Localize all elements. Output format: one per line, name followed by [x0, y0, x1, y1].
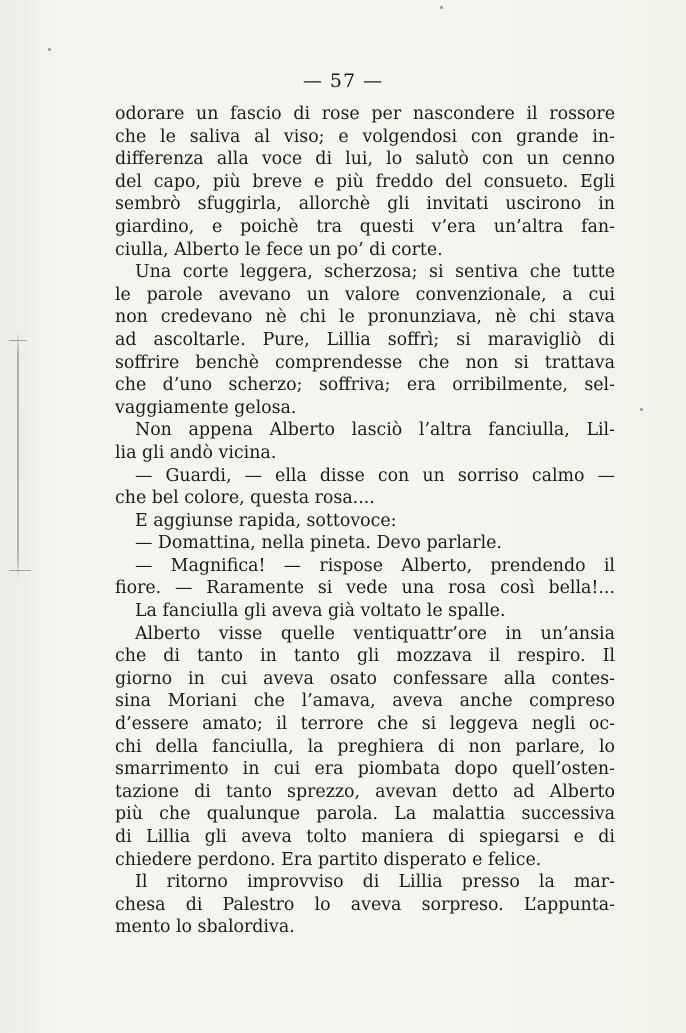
paper-speck: [640, 408, 643, 411]
text-line: fiore. — Raramente si vede una rosa così bella!...: [115, 578, 615, 599]
gutter-tick-top: [9, 340, 27, 341]
gutter-tick-bottom: [9, 570, 31, 571]
text-line: chesa di Palestro lo aveva sorpreso. L’appunta-: [115, 894, 615, 915]
text-line: chiedere perdono. Era partito disperato e felice.: [115, 849, 542, 870]
gutter-rule: [17, 330, 19, 580]
text-line: Una corte leggera, scherzosa; si sentiva che tutte: [135, 262, 615, 283]
text-line: mento lo sbalordiva.: [115, 917, 295, 938]
text-line: E aggiunse rapida, sottovoce:: [135, 510, 397, 531]
text-line: sembrò sfuggirla, allorchè gli invitati uscirono in: [115, 194, 615, 215]
text-line: che di tanto in tanto gli mozzava il respiro. Il: [115, 646, 615, 667]
page-number: — 57 —: [302, 70, 384, 92]
text-line: soffrire benchè comprendesse che non si trattava: [115, 352, 615, 373]
text-line: Il ritorno improvviso di Lillia presso la mar-: [135, 872, 615, 893]
text-line: d’essere amato; il terrore che si leggeva negli oc-: [115, 714, 615, 735]
body-text: [115, 103, 615, 939]
text-line: ad ascoltarle. Pure, Lillia soffrì; si maravigliò di: [115, 329, 615, 350]
paper-speck: [440, 6, 443, 9]
text-line: tazione di tanto sprezzo, avevan detto ad Alberto: [115, 781, 615, 802]
text-line: che d’uno scherzo; soffriva; era orribilmente, sel-: [115, 375, 615, 396]
text-line: che le saliva al viso; e volgendosi con grande in-: [115, 126, 615, 147]
text-line: di Lillia gli aveva tolto maniera di spiegarsi e di: [115, 827, 615, 847]
text-line: non credevano nè chi le pronunziava, nè chi stava: [115, 307, 615, 328]
text-line: Alberto visse quelle ventiquattr’ore in un’ansia: [135, 623, 615, 644]
text-line: che bel colore, questa rosa....: [115, 488, 375, 509]
text-line: ciulla, Alberto le fece un po’ di corte.: [115, 239, 443, 260]
text-line: Non appena Alberto lasciò l’altra fanciulla, Lil-: [135, 420, 615, 441]
text-line: lia gli andò vicina.: [115, 442, 277, 463]
text-line: La fanciulla gli aveva già voltato le spalle.: [135, 601, 506, 622]
text-line: smarrimento in cui era piombata dopo quell’osten-: [115, 759, 615, 780]
text-line: del capo, più breve e più freddo del consueto. Egli: [115, 171, 615, 192]
text-line: vaggiamente gelosa.: [115, 397, 297, 418]
text-line: odorare un fascio di rose per nascondere il rossore: [115, 104, 615, 124]
text-line: le parole avevano un valore convenzionale, a cui: [115, 284, 615, 305]
text-line: differenza alla voce di lui, lo salutò con un cenno: [115, 149, 615, 170]
paper-speck: [48, 48, 51, 51]
text-line: — Magnifica! — rispose Alberto, prendendo il: [135, 555, 615, 576]
text-line: sina Moriani che l’amava, aveva anche compreso: [115, 691, 615, 712]
text-line: — Domattina, nella pineta. Devo parlarle.: [135, 533, 502, 554]
text-line: giorno in cui aveva osato confessare alla contes-: [115, 668, 615, 689]
text-line: — Guardi, — ella disse con un sorriso calmo —: [135, 465, 615, 486]
text-line: giardino, e poichè tra questi v’era un’altra fan-: [115, 216, 615, 237]
text-line: più che qualunque parola. La malattia successiva: [115, 804, 615, 825]
text-line: chi della fanciulla, la preghiera di non parlare, lo: [115, 736, 615, 757]
